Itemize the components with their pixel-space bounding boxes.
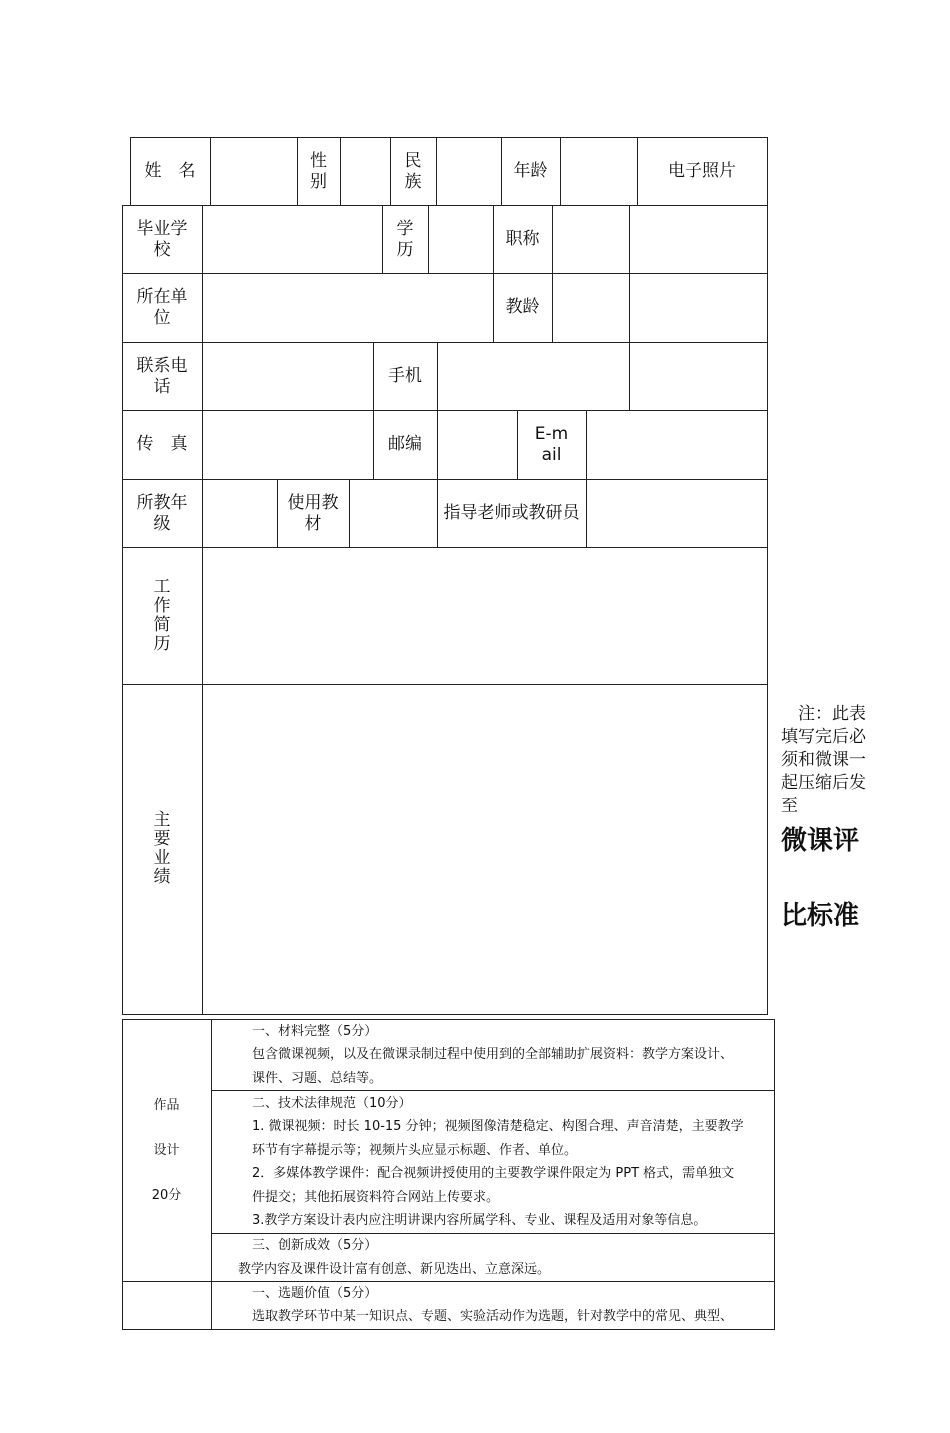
grade-label: 所教年级 (136, 492, 188, 534)
textbook-label: 使用教材 (287, 492, 339, 534)
title-label: 职称 (505, 229, 540, 249)
row-border (122, 1014, 768, 1015)
achievements-label: 主要业绩 (153, 810, 171, 887)
criteria-top-border (122, 1019, 775, 1020)
mobile-label: 手机 (388, 366, 422, 386)
sec2-line-4: 件提交；其他拓展资料符合网站上传要求。 (252, 1190, 500, 1205)
unit-label: 所在单位 (136, 286, 188, 328)
photo-area[interactable] (629, 205, 767, 411)
achievements-input-area[interactable] (202, 684, 767, 1014)
phone-label: 联系电话 (136, 355, 188, 397)
sec2-line-5: 3.教学方案设计表内应注明讲课内容所属学科、专业、课程及适用对象等信息。 (252, 1213, 707, 1228)
mentor-input-cell[interactable] (586, 479, 767, 548)
achievements-label-cell (122, 684, 202, 1014)
criteria-row-border (122, 1281, 775, 1282)
sec1-title: 一、材料完整（5分） (252, 1024, 378, 1039)
photo-label: 电子照片 (668, 161, 736, 181)
criteria-left-border (122, 1019, 123, 1330)
name-label: 姓 名 (144, 161, 196, 181)
phone-input-cell[interactable] (202, 342, 373, 411)
ethnicity-label: 民族 (404, 150, 422, 192)
side-note (781, 703, 871, 931)
sec3-line-1: 教学内容及课件设计富有创意、新见迭出、立意深远。 (238, 1262, 551, 1277)
gender-label: 性别 (310, 150, 327, 192)
sec2-line-1: 1. 微课视频：时长 10-15 分钟；视频图像清楚稳定、构图合理、声音清楚，主要教学 (252, 1119, 744, 1134)
unit-input-cell[interactable] (202, 273, 493, 342)
category-line-1: 作品 (153, 1098, 180, 1113)
education-label: 学历 (396, 218, 414, 260)
sec2-title: 二、技术法律规范（10分） (252, 1096, 412, 1111)
ethnicity-input-cell[interactable] (436, 137, 501, 206)
category-line-2: 设计 (153, 1143, 180, 1158)
sec1-line-1: 包含微课视频，以及在微课录制过程中使用到的全部辅助扩展资料：教学方案设计、 (252, 1047, 734, 1062)
name-input-cell[interactable] (210, 137, 297, 206)
title-input-cell[interactable] (552, 205, 629, 274)
email-input-cell[interactable] (586, 410, 767, 479)
zipcode-label: 邮编 (388, 434, 422, 454)
email-label: E-mail (534, 423, 569, 465)
criteria-row-border (211, 1090, 775, 1091)
teaching-years-input-cell[interactable] (552, 273, 629, 342)
side-note-heading-2: 比标准 (781, 901, 860, 931)
fax-label: 传 真 (136, 434, 188, 454)
mobile-input-cell[interactable] (437, 342, 629, 411)
sec2-line-3: 2．多媒体教学课件：配合视频讲授使用的主要教学课件限定为 PPT 格式，需单独文 (252, 1166, 735, 1181)
mentor-label: 指导老师或教研员 (443, 503, 580, 523)
criteria-column-divider (211, 1019, 212, 1330)
gender-input-cell[interactable] (340, 137, 390, 206)
teaching-years-label: 教龄 (505, 297, 540, 317)
grade-input-cell[interactable] (202, 479, 277, 548)
side-note-heading-1: 微课评 (781, 826, 860, 856)
textbook-input-cell[interactable] (349, 479, 437, 548)
sec2-line-2: 环节有字幕提示等；视频片头应显示标题、作者、单位。 (252, 1143, 578, 1158)
sec4-line-1: 选取教学环节中某一知识点、专题、实验活动作为选题，针对教学中的常见、典型、 (252, 1309, 734, 1324)
resume-label-cell (122, 547, 202, 684)
criteria-bottom-border (122, 1329, 775, 1330)
resume-input-area[interactable] (202, 547, 767, 684)
fax-input-cell[interactable] (202, 410, 373, 479)
table-right-border (767, 137, 768, 1015)
sec1-line-2: 课件、习题、总结等。 (252, 1071, 383, 1086)
school-label: 毕业学校 (136, 218, 188, 260)
side-note-text: 注：此表填写完后必须和微课一起压缩后发至 (781, 704, 866, 816)
criteria-row-border (211, 1233, 775, 1234)
age-label: 年龄 (513, 161, 548, 181)
sec4-title: 一、选题价值（5分） (252, 1286, 378, 1301)
resume-label: 工作简历 (153, 576, 171, 654)
sec3-title: 三、创新成效（5分） (252, 1238, 378, 1253)
age-input-cell[interactable] (560, 137, 637, 206)
criteria-right-border (774, 1019, 775, 1330)
school-input-cell[interactable] (202, 205, 382, 274)
zipcode-input-cell[interactable] (437, 410, 517, 479)
category-line-3: 20分 (151, 1188, 182, 1203)
education-input-cell[interactable] (428, 205, 493, 274)
